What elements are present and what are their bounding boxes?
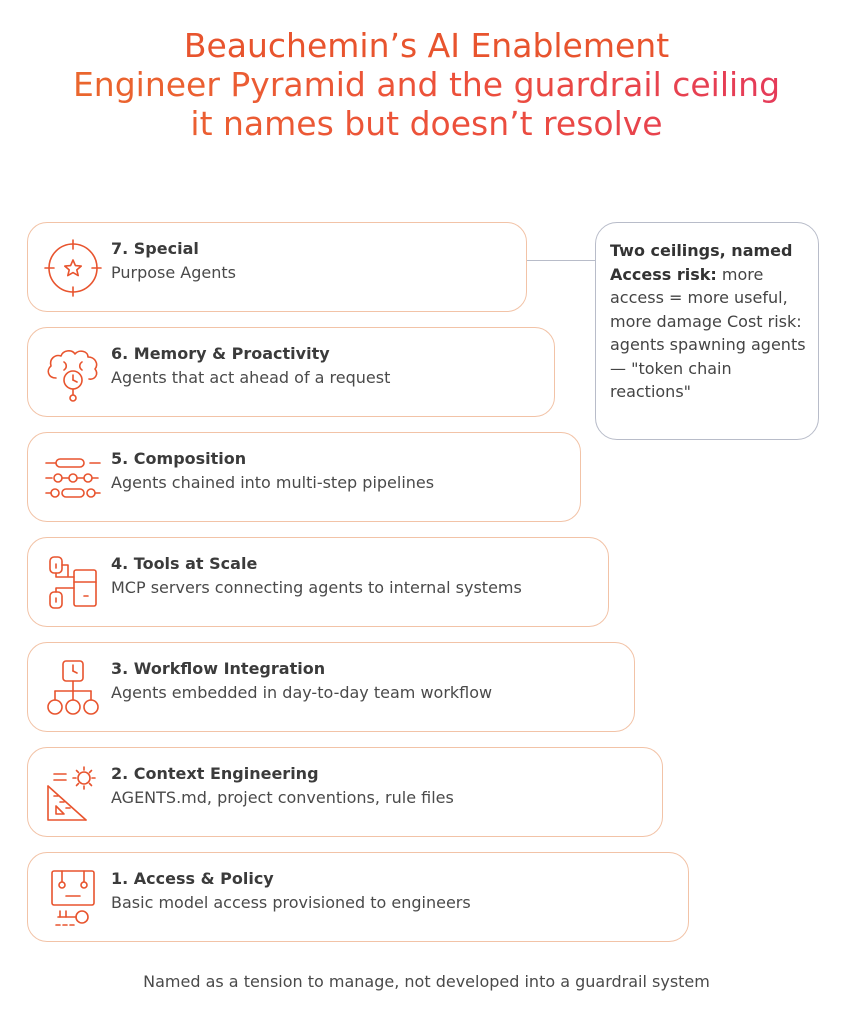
crosshair-star-icon [42, 237, 104, 299]
ceilings-note [595, 222, 819, 440]
robot-key-icon [42, 867, 104, 929]
tier-7-desc: Purpose Agents [111, 263, 236, 282]
tier-7-name: 7. Special [111, 239, 199, 258]
connected-servers-icon [42, 552, 104, 614]
org-chart-clock-icon [42, 657, 104, 719]
tier-4-box [27, 537, 609, 627]
tier-1-desc: Basic model access provisioned to engineers [111, 893, 471, 912]
tier-4-name: 4. Tools at Scale [111, 554, 258, 573]
brain-clock-icon [42, 342, 104, 404]
tier-2-desc: AGENTS.md, project conventions, rule files [111, 788, 454, 807]
footer-caption: Named as a tension to manage, not developed into a guardrail system [143, 972, 710, 991]
title-line-1: Beauchemin’s AI Enablement [183, 26, 670, 65]
tier-6-desc: Agents that act ahead of a request [111, 368, 391, 387]
tier-2-name: 2. Context Engineering [111, 764, 319, 783]
document-gear-ruler-icon [42, 762, 104, 824]
tier-6-name: 6. Memory & Proactivity [111, 344, 330, 363]
tier-7-box [27, 222, 527, 312]
tier-6-box [27, 327, 555, 417]
tier-5-desc: Agents chained into multi-step pipelines [111, 473, 435, 492]
title-line-2: Engineer Pyramid and the guardrail ceiling [0, 65, 853, 104]
pipeline-icon [42, 447, 104, 509]
title-line-3: it names but doesn’t resolve [0, 104, 853, 143]
access-risk-text: more access = more useful, more damage [610, 264, 788, 331]
tier-5-name: 5. Composition [111, 449, 247, 468]
page-title [0, 26, 853, 143]
note-heading: Two ceilings, named [610, 241, 793, 260]
tier-1-box [27, 852, 689, 942]
access-risk-label: Access risk: [610, 264, 717, 284]
tier-3-name: 3. Workflow Integration [111, 659, 326, 678]
tier-3-box [27, 642, 635, 732]
tier-3-desc: Agents embedded in day-to-day team workflow [111, 683, 493, 702]
tier-4-desc: MCP servers connecting agents to internal systems [111, 578, 522, 597]
tier-2-box [27, 747, 663, 837]
tier-5-box [27, 432, 581, 522]
tier-1-name: 1. Access & Policy [111, 869, 274, 888]
note-connector-line [527, 260, 595, 261]
cost-risk-text: Cost risk: agents spawning agents — "token chain reactions" [610, 311, 806, 401]
